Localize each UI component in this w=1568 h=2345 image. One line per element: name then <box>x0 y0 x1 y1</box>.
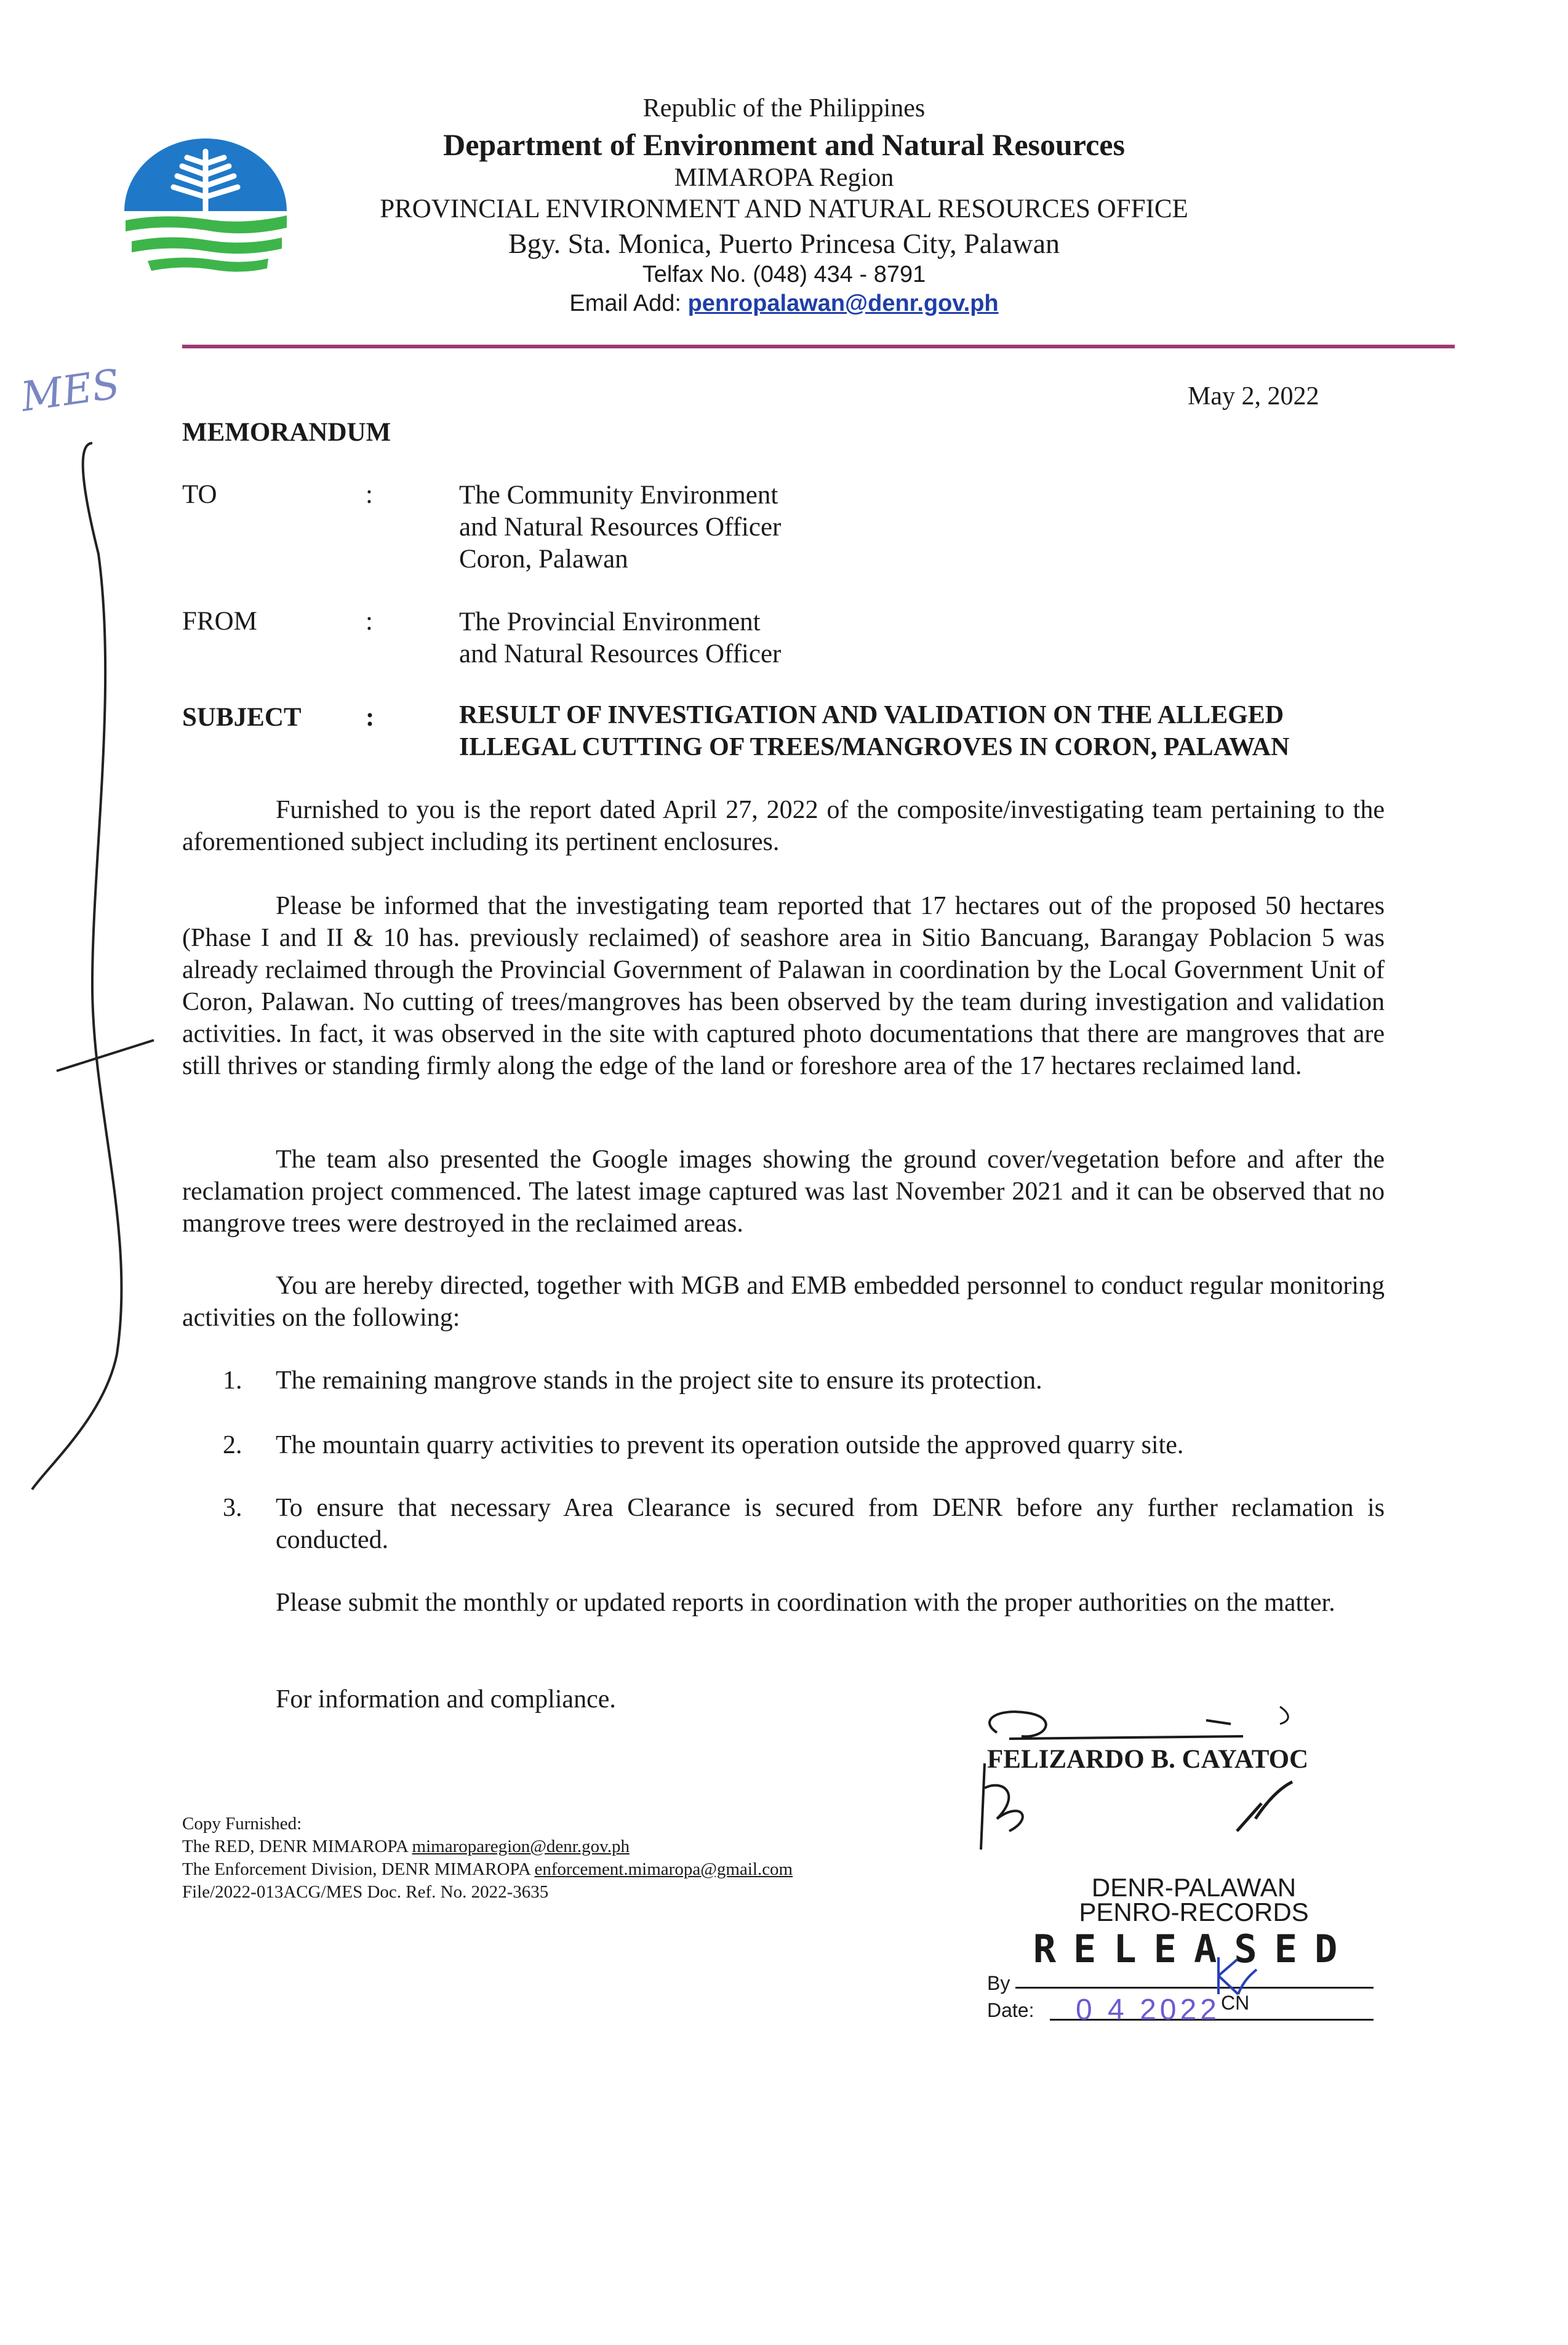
from-colon: : <box>366 607 373 636</box>
list-text: The mountain quarry activities to prevent its operation outside the approved quarry site. <box>276 1431 1184 1459</box>
subject-label: SUBJECT <box>182 703 302 732</box>
copy-furnished-title: Copy Furnished: <box>182 1814 302 1834</box>
subject-text <box>459 699 1289 763</box>
paragraph-2: Please be informed that the investigating team reported that 17 hectares out of the proposed 50 hectares (Phase I and II & 10 has. previously reclaimed) of seashore area in Sitio Bancuang, Barangay Poblacion 5 was already reclaimed through the Provincial Government of Palawan in coordination by the Local Government Unit of Coron, Palawan. No cutting of trees/mangroves has been observed by the team during investigation and validation activities. In fact, it was observed in the site with captured photo documentations that there are mangroves that are still thrives or standing firmly along the edge of the land or foreshore area of the 17 hectares reclaimed land. <box>182 892 1385 1080</box>
memo-date: May 2, 2022 <box>1188 382 1319 411</box>
stamp-released: RELEASED <box>1033 1926 1355 1971</box>
republic-line: Republic of the Philippines <box>642 94 926 122</box>
list-number: 2. <box>223 1431 242 1459</box>
email-link[interactable]: penropalawan@denr.gov.ph <box>687 291 999 316</box>
office-address: Bgy. Sta. Monica, Puerto Princesa City, Palawan <box>508 228 1060 259</box>
from-line: and Natural Resources Officer <box>459 639 782 668</box>
handwritten-margin-bracket <box>0 431 185 1514</box>
header-rule <box>182 345 1455 348</box>
recipient-name: The Enforcement Division, DENR MIMAROPA <box>182 1859 535 1879</box>
stamp-by-line <box>1015 1987 1374 1989</box>
stamp-handwritten-mark <box>1206 1951 1262 2006</box>
to-line: Coron, Palawan <box>459 545 628 574</box>
recipient-name: The RED, DENR MIMAROPA <box>182 1837 412 1856</box>
subject-line: ILLEGAL CUTTING OF TREES/MANGROVES IN CORON, PALAWAN <box>459 733 1290 761</box>
subject-line: RESULT OF INVESTIGATION AND VALIDATION ON THE ALLEGED <box>459 701 1284 729</box>
signature-scrawl <box>972 1696 1342 1856</box>
to-colon: : <box>366 480 373 509</box>
to-label: TO <box>182 480 217 509</box>
list-number: 1. <box>223 1366 242 1395</box>
list-text: The remaining mangrove stands in the project site to ensure its protection. <box>276 1366 1042 1395</box>
from-sender <box>459 606 781 670</box>
paragraph-5: Please submit the monthly or updated reports in coordination with the proper authorities on the matter. <box>276 1589 1335 1617</box>
memo-title: MEMORANDUM <box>182 418 391 447</box>
copy-furnished-line <box>182 1858 793 1881</box>
from-line: The Provincial Environment <box>459 607 761 636</box>
region-line: MIMAROPA Region <box>674 164 894 192</box>
to-recipient <box>459 479 781 575</box>
paragraph-6: For information and compliance. <box>276 1685 616 1714</box>
recipient-email[interactable]: enforcement.mimaropa@gmail.com <box>534 1859 793 1879</box>
stamp-date-value: 0 4 2022 <box>1076 1994 1220 2026</box>
email-label: Email Add: <box>569 291 681 316</box>
handwritten-initials: MES <box>18 360 123 421</box>
recipient-email[interactable]: mimaroparegion@denr.gov.ph <box>412 1837 630 1856</box>
email-line <box>0 291 1568 317</box>
stamp-section: PENRO-RECORDS <box>1079 1898 1309 1926</box>
to-line: and Natural Resources Officer <box>459 513 782 542</box>
stamp-office: DENR-PALAWAN <box>1091 1873 1297 1902</box>
copy-furnished-line <box>182 1835 630 1858</box>
from-label: FROM <box>182 607 257 636</box>
paragraph-3: The team also presented the Google images showing the ground cover/vegetation before and after the reclamation project commenced. The latest image captured was last November 2021 and it can be observed that no mangrove trees were destroyed in the reclaimed areas. <box>182 1145 1385 1238</box>
paragraph-1: Furnished to you is the report dated April 27, 2022 of the composite/investigating team pertaining to the aforementioned subject including its pertinent enclosures. <box>182 796 1385 856</box>
list-item <box>223 1492 1385 1556</box>
list-item <box>223 1429 1385 1461</box>
department-name: Department of Environment and Natural Resources <box>443 127 1125 162</box>
list-text: To ensure that necessary Area Clearance is secured from DENR before any further reclamation is conducted. <box>276 1494 1385 1554</box>
paragraph-4: You are hereby directed, together with MGB and EMB embedded personnel to conduct regular monitoring activities on the following: <box>182 1272 1385 1332</box>
stamp-date-label: Date: <box>987 1999 1034 2021</box>
stamp-by-label: By <box>987 1972 1010 1994</box>
signatory-name: FELIZARDO B. CAYATOC <box>987 1745 1309 1774</box>
office-name: PROVINCIAL ENVIRONMENT AND NATURAL RESOURCES OFFICE <box>380 194 1188 223</box>
list-item <box>223 1365 1385 1397</box>
file-reference: File/2022-013ACG/MES Doc. Ref. No. 2022-3635 <box>182 1882 549 1902</box>
subject-colon: : <box>366 703 375 732</box>
telfax-line: Telfax No. (048) 434 - 8791 <box>642 262 926 287</box>
stamp-initials: CN <box>1221 1992 1250 2014</box>
to-line: The Community Environment <box>459 481 778 510</box>
list-number: 3. <box>223 1494 242 1522</box>
